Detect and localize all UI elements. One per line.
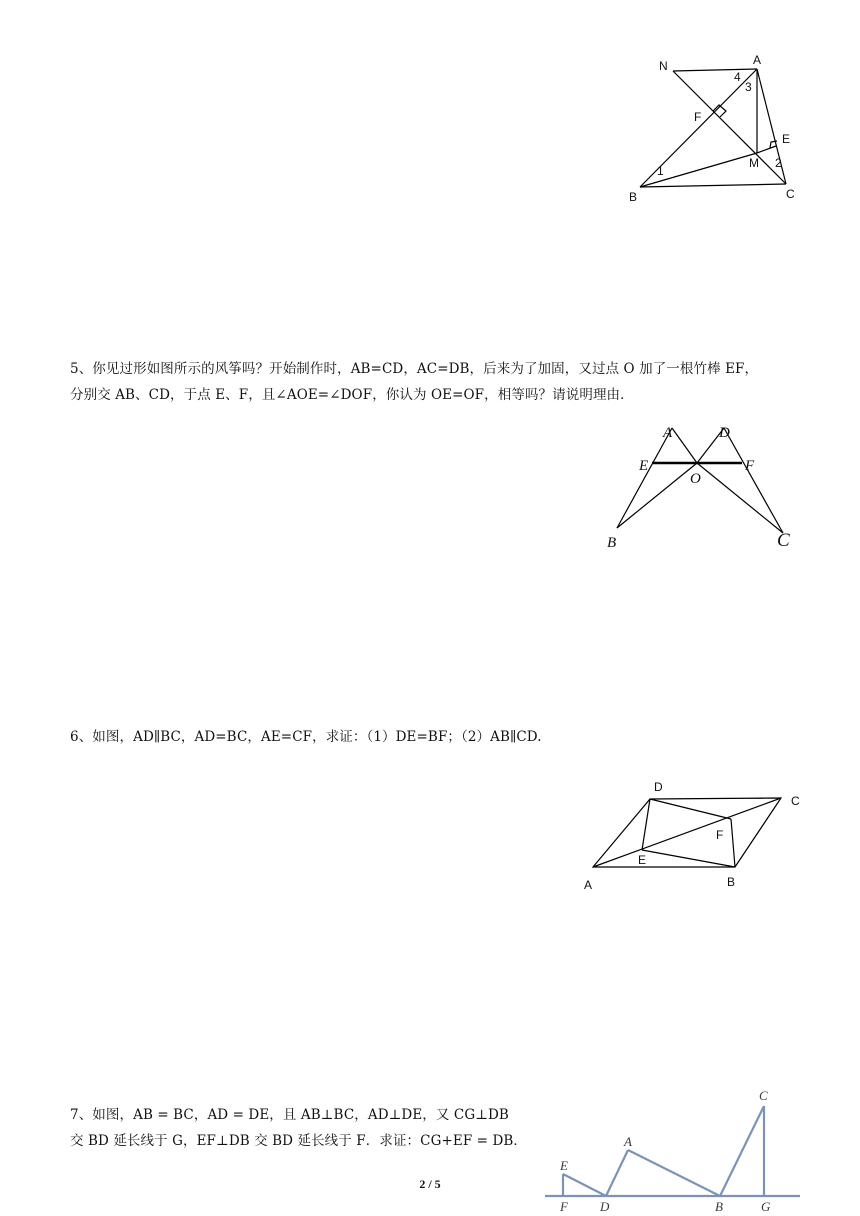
label-o: O	[690, 471, 701, 487]
segment-co	[697, 463, 783, 533]
label-d: D	[600, 1199, 610, 1214]
problem-7-line-1: 7、如图，AB = BC，AD = DE，且 AB⊥BC，AD⊥DE，又 CG⊥DB	[70, 1107, 509, 1123]
problem-6-text	[70, 724, 542, 750]
label-c: C	[759, 1088, 768, 1103]
figure-triangle-nfmabc	[600, 40, 820, 220]
label-g: G	[761, 1199, 771, 1214]
label-1: 1	[657, 164, 664, 178]
problem-5-line-2: 分别交 AB、CD，于点 E、F，且∠AOE=∠DOF，你认为 OE=OF，相等吗？请说明理由．	[70, 387, 634, 403]
label-e: E	[560, 1158, 568, 1173]
label-f: F	[745, 458, 755, 474]
segment-me	[757, 146, 776, 153]
label-b: B	[727, 875, 736, 889]
segment-df	[650, 799, 731, 819]
page-number: 2 / 5	[419, 1177, 441, 1191]
label-e: E	[782, 132, 791, 146]
segment-na	[673, 69, 757, 71]
figure-parallelogram	[575, 775, 810, 895]
segment-dc	[724, 428, 783, 533]
label-a: A	[753, 53, 762, 67]
label-c: C	[786, 187, 795, 201]
label-a: A	[663, 425, 673, 441]
label-b: B	[629, 190, 638, 204]
segment-fb	[731, 819, 735, 867]
problem-6-line-1: 6、如图，AD∥BC，AD=BC，AE=CF，求证：（1）DE=BF；（2）AB∥CD.	[70, 729, 542, 745]
label-3: 3	[745, 80, 752, 94]
label-2: 2	[775, 156, 782, 170]
segment-ab	[617, 428, 672, 528]
figure-kite	[600, 415, 810, 555]
label-c: C	[791, 794, 800, 808]
label-d: D	[654, 780, 663, 794]
segment-bo	[617, 463, 697, 528]
label-n: N	[659, 59, 668, 73]
label-c: C	[777, 530, 790, 551]
label-4: 4	[734, 70, 741, 84]
segment-eb	[642, 850, 735, 867]
segment-bc	[640, 184, 786, 187]
label-a: A	[584, 878, 593, 892]
label-f: F	[716, 828, 724, 842]
problem-7-text	[70, 1102, 527, 1154]
label-d: D	[719, 425, 730, 441]
segment-nc	[673, 71, 786, 184]
label-f: F	[560, 1199, 568, 1214]
label-e: E	[639, 458, 649, 474]
label-a: A	[624, 1134, 632, 1149]
problem-5-text	[70, 356, 758, 408]
label-m: M	[749, 156, 759, 170]
segment-ao	[672, 428, 697, 463]
label-e: E	[638, 853, 647, 867]
label-f: F	[694, 110, 702, 124]
problem-7-line-2: 交 BD 延长线于 G，EF⊥DB 交 BD 延长线于 F．求证：CG+EF = DB．	[70, 1133, 528, 1149]
figure-right-triangles	[540, 1085, 810, 1216]
label-b: B	[715, 1199, 723, 1214]
problem-5-line-1: 5、你见过形如图所示的风筝吗？开始制作时，AB=CD，AC=DB，后来为了加固，又过点 O 加了一根竹棒 EF，	[70, 361, 759, 377]
label-b: B	[607, 535, 617, 551]
